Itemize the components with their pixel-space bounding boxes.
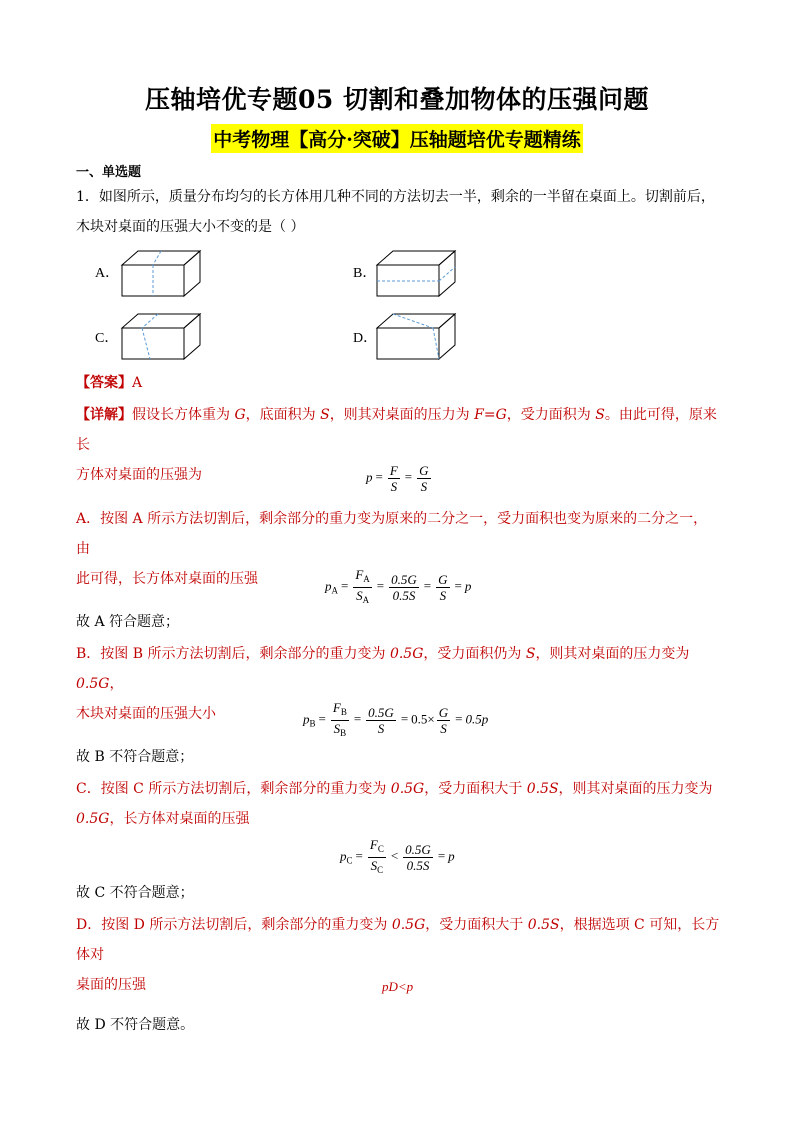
formula-c: $p_C$ = $\frac{F_C}{S_C}$ < $\frac{0.5G}{0.5S}$ = p [340, 837, 455, 875]
detail-a: A．按图 A 所示方法切割后，剩余部分的重力变为原来的二分之一，受力面积也变为原来的二分之一，由 此可得，长方体对桌面的压强 [76, 511, 708, 587]
conclusion-c: 故 C 不符合题意； [76, 885, 194, 901]
option-a-figure [120, 249, 202, 299]
formula-d: pD<p [382, 979, 414, 994]
option-b-figure [375, 249, 457, 299]
conclusion-b: 故 B 不符合题意； [76, 749, 194, 765]
option-d-label: D． [353, 331, 378, 346]
detail-d: D．按图 D 所示方法切割后，剩余部分的重力变为 0.5G，受力面积大于 0.5S，根据选项 C 可知，长方体对 桌面的压强 [76, 917, 720, 993]
option-c-label: C． [95, 331, 119, 346]
option-d-figure [375, 312, 457, 362]
formula-b: $p_B$ = $\frac{F_B}{S_B}$ = $\frac{0.5G}{S}$ = 0.5× $\frac{G}{S}$ = 0.5p [303, 700, 489, 738]
formula-original-pressure: p = $\frac{F}{S}$ = $\frac{G}{S}$ [366, 463, 429, 494]
option-c-figure [120, 312, 202, 362]
detail-intro: 【详解】假设长方体重为 G，底面积为 S，则其对桌面的压力为 F=G，受力面积为 S。由此可得，原来长 方体对桌面的压强为 [76, 407, 717, 483]
formula-a: $p_A$ = $\frac{F_A}{S_A}$ = $\frac{0.5G}{0.5S}$ = $\frac{G}{S}$ = p [325, 567, 472, 605]
option-b-label: B． [353, 266, 377, 281]
page-subtitle: 中考物理【高分·突破】压轴题培优专题精练 [211, 124, 583, 153]
page-title: 压轴培优专题05 切割和叠加物体的压强问题 [145, 85, 649, 114]
option-a-label: A． [95, 266, 120, 281]
section-heading: 一、单选题 [76, 165, 142, 180]
conclusion-d: 故 D 不符合题意。 [76, 1017, 195, 1033]
answer-line: 【答案】A [76, 375, 143, 391]
detail-b: B．按图 B 所示方法切割后，剩余部分的重力变为 0.5G，受力面积仍为 S，则其对桌面的压力变为 0.5G， 木块对桌面的压强大小 [76, 646, 690, 722]
question-text: 1．如图所示，质量分布均匀的长方体用几种不同的方法切去一半，剩余的一半留在桌面上。切割前后， 木块对桌面的压强大小不变的是（ ） [76, 189, 715, 235]
conclusion-a: 故 A 符合题意； [76, 614, 180, 630]
detail-c: C．按图 C 所示方法切割后，剩余部分的重力变为 0.5G，受力面积大于 0.5S，则其对桌面的压力变为 0.5G，长方体对桌面的压强 [76, 781, 713, 827]
